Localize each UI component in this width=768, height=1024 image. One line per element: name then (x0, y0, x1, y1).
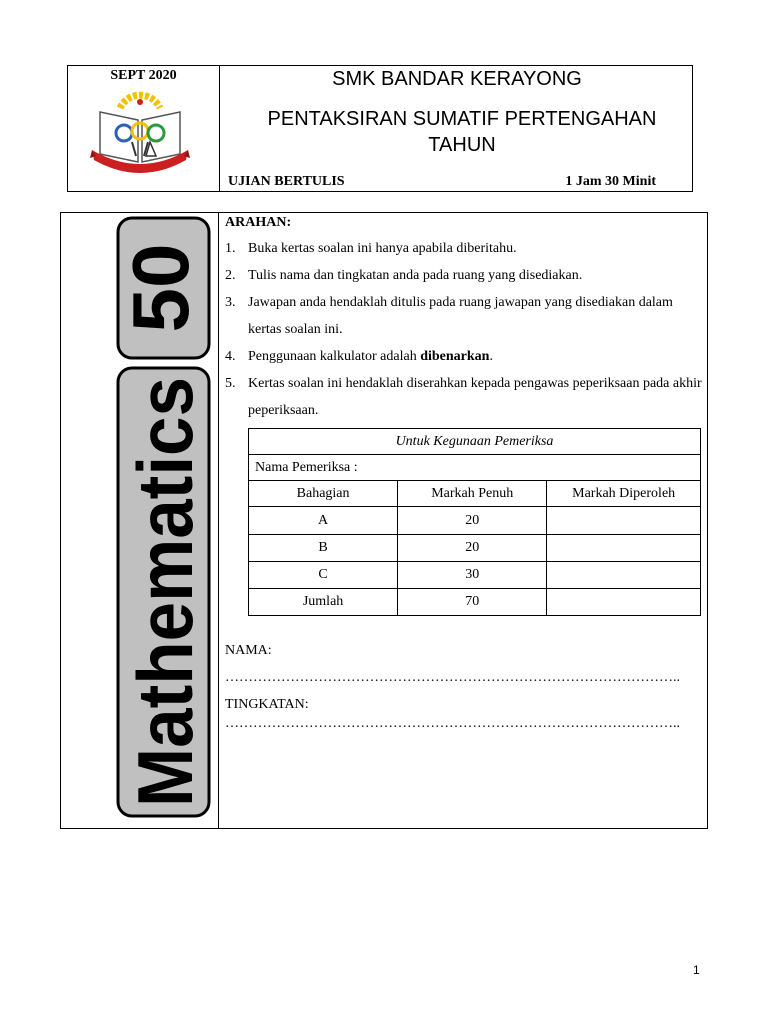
subject-banner (116, 216, 211, 821)
student-form-label: TINGKATAN: (225, 697, 309, 712)
school-name: SMK BANDAR KERAYONG (332, 68, 582, 90)
marks-obtained-cell[interactable] (547, 589, 701, 616)
subject-name: Mathematics (121, 334, 209, 807)
exam-type: UJIAN BERTULIS (228, 174, 345, 189)
column-header: Markah Penuh (398, 481, 547, 507)
instructions-heading: ARAHAN: (225, 215, 292, 230)
exam-date: SEPT 2020 (110, 68, 177, 83)
table-row: C 30 (249, 562, 701, 589)
examiner-table (248, 428, 701, 616)
emphasis-allowed: dibenarkan (420, 349, 490, 364)
examiner-name-field[interactable]: Nama Pemeriksa : (249, 455, 701, 481)
school-logo-icon (90, 90, 190, 176)
student-name-field[interactable]: …………………………………………………………………………………….. (225, 670, 680, 685)
exam-duration: 1 Jam 30 Minit (565, 174, 656, 189)
page-number: 1 (693, 963, 700, 977)
exam-header (67, 65, 693, 192)
examiner-table-title: Untuk Kegunaan Pemeriksa (249, 429, 701, 455)
marks-obtained-cell[interactable] (547, 562, 701, 589)
student-name-label: NAMA: (225, 643, 272, 658)
student-form-field[interactable]: …………………………………………………………………………………….. (225, 716, 680, 731)
column-header: Bahagian (249, 481, 398, 507)
assessment-title: PENTAKSIRAN SUMATIF PERTENGAHAN TAHUN (267, 108, 657, 156)
header-logo-cell (68, 66, 220, 191)
marks-obtained-cell[interactable] (547, 535, 701, 562)
table-row: A 20 (249, 507, 701, 535)
table-row: B 20 (249, 535, 701, 562)
subject-banner-cell (61, 213, 219, 828)
cover-main-box: 50 Mathematics ARAHAN: 1. Buka kertas soalan ini hanya apabila diberitahu. 2. Tulis nama dan tingkatan anda pada ruang yang disediakan. 3. Jawapan anda hendaklah ditulis pada ruang jawapan yang disediakan dalam kertas soalan ini. 4. Penggunaan kalkulator adalah dibenarkan. 5. Kertas soalan ini hendaklah diserahkan kepada pengawas peperiksaan pada akhir peperiksaan. Untuk Kegunaan Pemeriksa Nama Pemeriksa : Bahagian Markah Penuh Markah Diperoleh A 20 B 20 C 30 Jumlah 70 NAMA: …………………………………………………………………………………….. TINGKATAN: …………………………………………………………………………………….. (60, 212, 708, 829)
table-row: Jumlah 70 (249, 589, 701, 616)
marks-obtained-cell[interactable] (547, 507, 701, 535)
subject-code: 50 (116, 243, 205, 333)
column-header: Markah Diperoleh (547, 481, 701, 507)
